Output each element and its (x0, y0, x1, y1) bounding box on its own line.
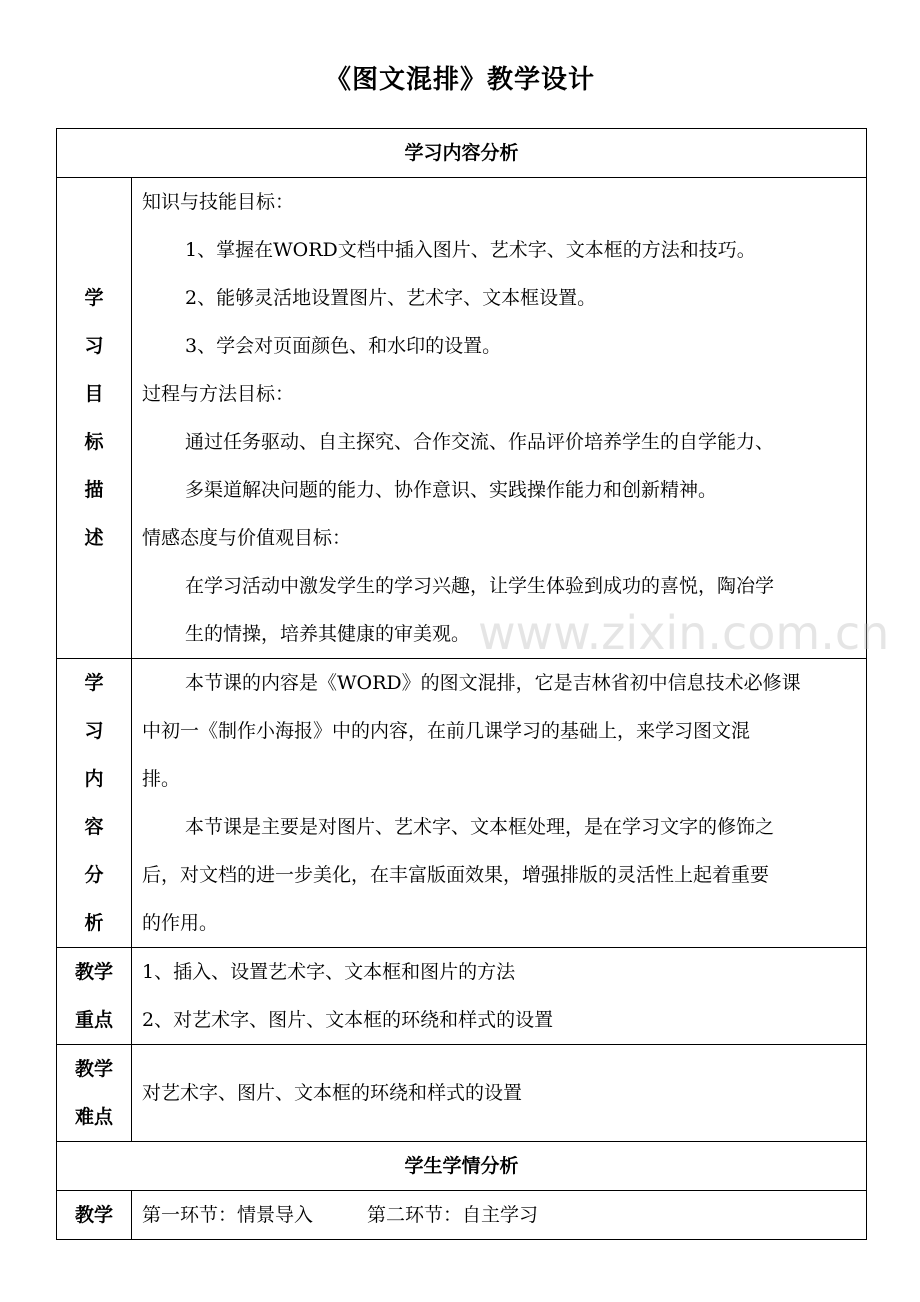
key-point-item: 1、插入、设置艺术字、文本框和图片的方法 (142, 961, 516, 983)
difficulties-content (132, 1045, 867, 1142)
label-char: 描 (84, 479, 104, 501)
teaching-label: 教学 (57, 1191, 132, 1240)
teaching-row (57, 1191, 867, 1240)
label-line: 难点 (74, 1106, 113, 1128)
teaching-content (132, 1191, 867, 1240)
label-char: 分 (84, 864, 104, 886)
objectives-row (57, 178, 867, 659)
label-line: 重点 (74, 1009, 113, 1031)
key-point-item: 2、对艺术字、图片、文本框的环绕和样式的设置 (142, 1009, 554, 1031)
paragraph-line: 中初一《制作小海报》中的内容，在前几课学习的基础上，来学习图文混 (142, 720, 751, 742)
page-title: 《图文混排》教学设计 (324, 65, 595, 95)
paragraph-line: 本节课是主要是对图片、艺术字、文本框处理，是在学习文字的修饰之 (185, 816, 775, 838)
knowledge-item: 2、能够灵活地设置图片、艺术字、文本框设置。 (185, 287, 597, 309)
emotion-title: 情感态度与价值观目标： (142, 527, 352, 549)
paragraph-line: 本节课的内容是《WORD》的图文混排，它是吉林省初中信息技术必修课 (185, 672, 801, 694)
emotion-line: 在学习活动中激发学生的学习兴趣，让学生体验到成功的喜悦，陶冶学 (185, 575, 775, 597)
emotion-line: 生的情操，培养其健康的审美观。 (185, 623, 471, 645)
section-row-student-analysis (57, 1142, 867, 1191)
paragraph-line: 后，对文档的进一步美化，在丰富版面效果，增强排版的灵活性上起着重要 (142, 864, 770, 886)
knowledge-item: 3、学会对页面颜色、和水印的设置。 (185, 335, 502, 357)
section-row-content-analysis (57, 129, 867, 178)
key-points-row (57, 948, 867, 1045)
teaching-stage: 第二环节：自主学习 (367, 1204, 539, 1226)
label-char: 习 (84, 720, 104, 742)
difficulties-label (57, 1045, 132, 1142)
teaching-stage: 第一环节：情景导入 (142, 1204, 314, 1226)
label-char: 述 (84, 527, 104, 549)
objectives-content (132, 178, 867, 659)
difficulty-text: 对艺术字、图片、文本框的环绕和样式的设置 (142, 1082, 523, 1104)
label-char: 析 (84, 912, 104, 934)
label-line: 教学 (74, 1058, 113, 1080)
content-analysis-row (57, 659, 867, 948)
key-points-content (132, 948, 867, 1045)
content-analysis-label (57, 659, 132, 948)
label-char: 习 (84, 335, 104, 357)
label-char: 标 (84, 431, 104, 453)
key-points-label (57, 948, 132, 1045)
paragraph-line: 排。 (142, 768, 181, 790)
objectives-label (57, 178, 132, 659)
process-title: 过程与方法目标： (142, 383, 295, 405)
knowledge-title: 知识与技能目标： (142, 191, 295, 213)
paragraph-line: 的作用。 (142, 912, 219, 934)
difficulties-row (57, 1045, 867, 1142)
label-char: 目 (84, 383, 104, 405)
process-line: 通过任务驱动、自主探究、合作交流、作品评价培养学生的自学能力、 (185, 431, 775, 453)
label-char: 内 (84, 768, 104, 790)
content-analysis-content (132, 659, 867, 948)
knowledge-item: 1、掌握在WORD文档中插入图片、艺术字、文本框的方法和技巧。 (185, 239, 756, 261)
section-heading: 学习内容分析 (57, 129, 867, 178)
label-line: 教学 (74, 961, 113, 983)
label-char: 学 (84, 672, 104, 694)
section-heading: 学生学情分析 (57, 1142, 867, 1191)
label-char: 学 (84, 287, 104, 309)
label-char: 容 (84, 816, 104, 838)
process-line: 多渠道解决问题的能力、协作意识、实践操作能力和创新精神。 (185, 479, 718, 501)
lesson-design-table (56, 128, 867, 1240)
watermark: www.zixin.com.cn (478, 606, 890, 660)
